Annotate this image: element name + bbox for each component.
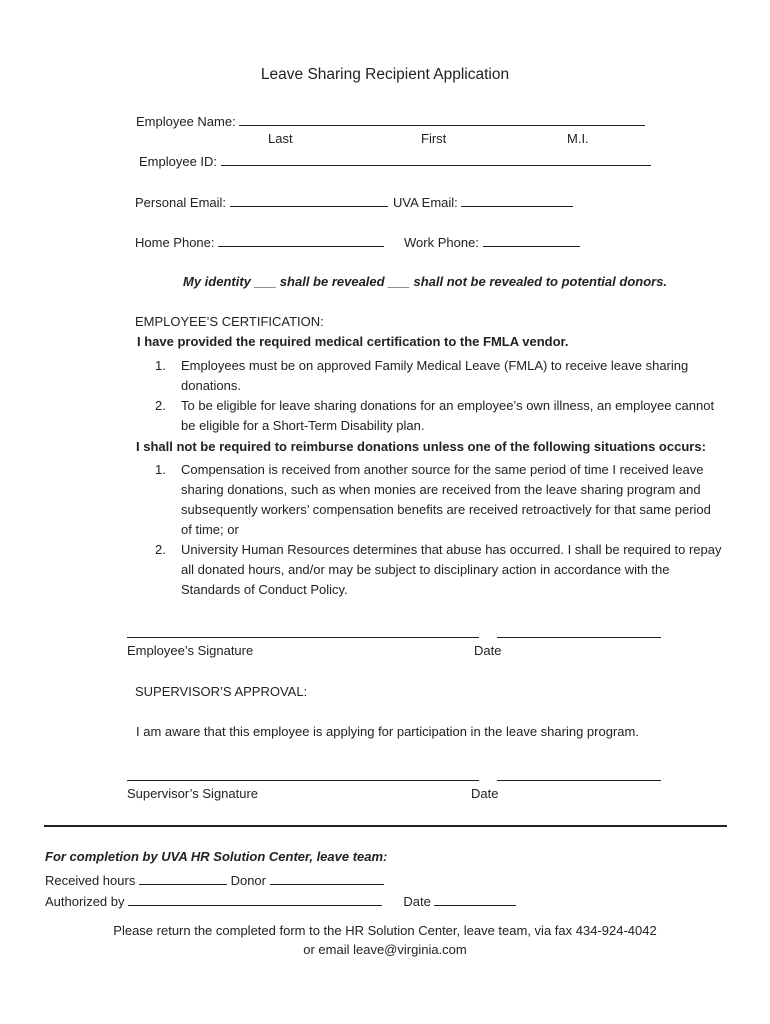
work-phone-label: Work Phone: xyxy=(404,235,479,250)
supervisor-statement: I am aware that this employee is applying for participation in the leave sharing program. xyxy=(136,724,639,739)
employee-signature-label: Employee’s Signature xyxy=(127,643,254,658)
received-hours-field[interactable] xyxy=(139,870,227,885)
received-hours-label: Received hours xyxy=(45,873,136,888)
uva-email-field[interactable] xyxy=(461,192,573,207)
hr-date-label: Date xyxy=(403,894,431,909)
supervisor-date-line[interactable] xyxy=(497,780,661,781)
footer-line-1: Please return the completed form to the HR Solution Center, leave team, via fax 434-924-4042 xyxy=(113,923,657,938)
hr-date-field[interactable] xyxy=(434,891,516,906)
last-name-caption: Last xyxy=(268,131,293,146)
supervisor-date-label: Date xyxy=(471,786,499,801)
middle-initial-caption: M.I. xyxy=(567,131,589,146)
employee-id-field[interactable] xyxy=(221,151,651,166)
section-divider xyxy=(44,825,727,827)
list-item: 1. Employees must be on approved Family Medical Leave (FMLA) to receive leave sharing donations. xyxy=(155,358,689,393)
certification-heading: EMPLOYEE’S CERTIFICATION: xyxy=(135,314,324,329)
list-item: 2. To be eligible for leave sharing donations for an employee’s own illness, an employee cannot be eligible for a Short-Term Disability plan. xyxy=(155,398,715,433)
employee-id-row xyxy=(139,151,651,169)
reimburse-heading: I shall not be required to reimburse donations unless one of the following situations occurs: xyxy=(136,439,706,454)
home-phone-field[interactable] xyxy=(218,232,384,247)
employee-signature-line[interactable] xyxy=(127,637,479,638)
employee-date-label: Date xyxy=(474,643,502,658)
home-phone-row xyxy=(135,232,384,250)
supervisor-heading: SUPERVISOR’S APPROVAL: xyxy=(135,684,308,699)
donor-label: Donor xyxy=(230,873,266,888)
work-phone-row xyxy=(404,232,580,250)
personal-email-row xyxy=(135,192,388,210)
page-title: Leave Sharing Recipient Application xyxy=(260,66,510,83)
list-item: 1. Compensation is received from another source for the same period of time I received leave sharing donations, such as when monies are received from the leave sharing program and subsequently workers’ compensation benefits are received retroactively for that same period of time; or xyxy=(155,462,711,537)
received-hours-row xyxy=(45,870,384,888)
supervisor-signature-line[interactable] xyxy=(127,780,479,781)
list-item: 2. University Human Resources determines that abuse has occurred. I shall be required to repay all donated hours, and/or may be subject to disciplinary action in accordance with the Standards of Conduct Policy. xyxy=(155,542,722,597)
personal-email-label: Personal Email: xyxy=(135,195,227,210)
uva-email-row xyxy=(393,192,573,210)
work-phone-field[interactable] xyxy=(483,232,580,247)
authorized-by-label: Authorized by xyxy=(45,894,125,909)
authorized-by-row xyxy=(45,891,516,909)
supervisor-signature-label: Supervisor’s Signature xyxy=(127,786,259,801)
reimburse-list xyxy=(155,460,725,600)
hr-heading: For completion by UVA HR Solution Center, leave team: xyxy=(45,849,388,864)
identity-statement: My identity ___ shall be revealed ___ shall not be revealed to potential donors. xyxy=(183,274,668,289)
first-name-caption: First xyxy=(421,131,447,146)
employee-name-field[interactable] xyxy=(239,111,645,126)
employee-date-line[interactable] xyxy=(497,637,661,638)
uva-email-label: UVA Email: xyxy=(393,195,458,210)
employee-id-label: Employee ID: xyxy=(139,154,218,169)
certification-statement: I have provided the required medical certification to the FMLA vendor. xyxy=(137,334,569,349)
donor-field[interactable] xyxy=(270,870,384,885)
certification-list xyxy=(155,356,725,436)
authorized-by-field[interactable] xyxy=(128,891,382,906)
employee-name-label: Employee Name: xyxy=(136,114,236,129)
employee-name-row xyxy=(136,111,645,129)
home-phone-label: Home Phone: xyxy=(135,235,215,250)
personal-email-field[interactable] xyxy=(230,192,388,207)
footer-line-2: or email leave@virginia.com xyxy=(303,942,467,957)
